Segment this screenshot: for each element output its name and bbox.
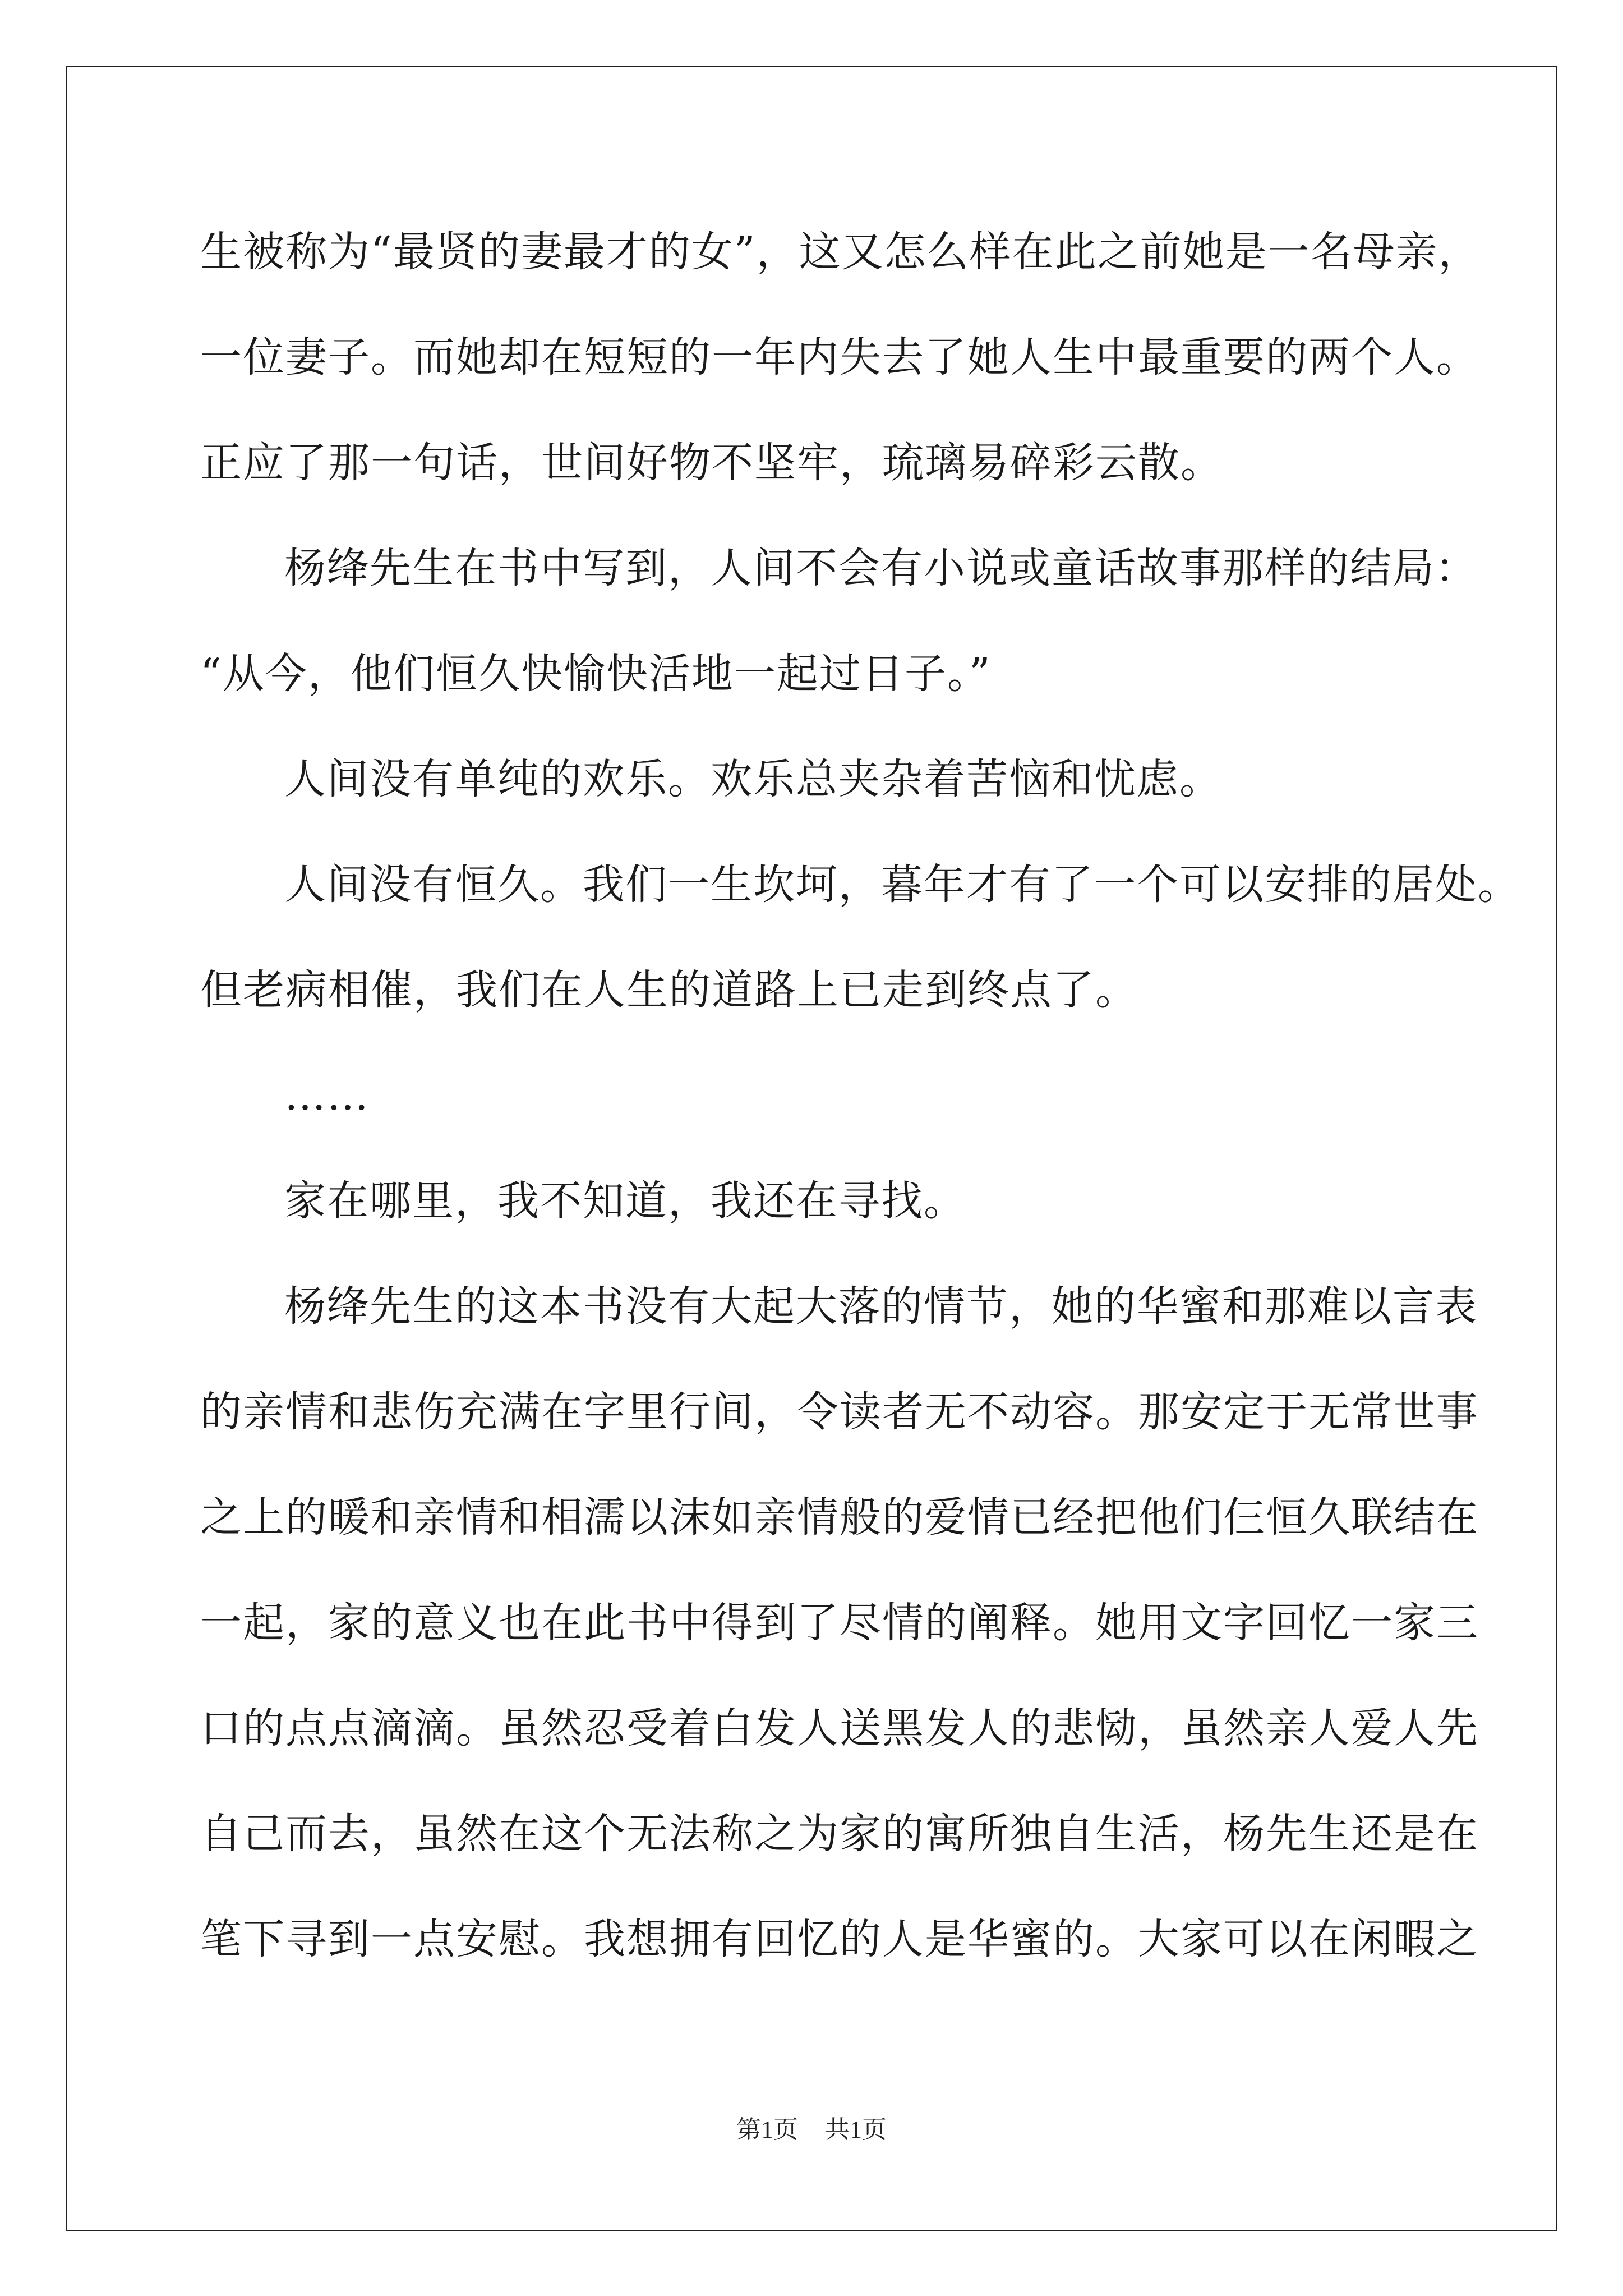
page-number: 第1页 <box>736 2116 798 2143</box>
text-line: 口的点点滴滴。虽然忍受着白发人送黑发人的悲恸，虽然亲人爱人先 <box>200 1704 1479 1752</box>
text-line: 笔下寻到一点安慰。我想拥有回忆的人是华蜜的。大家可以在闲暇之 <box>200 1915 1479 1963</box>
document-body <box>200 213 1520 2006</box>
text-line: 自己而去，虽然在这个无法称之为家的寓所独自生活，杨先生还是在 <box>200 1810 1479 1858</box>
text-line: 但老病相催，我们在人生的道路上已走到终点了。 <box>200 966 1138 1014</box>
page-total: 共1页 <box>825 2116 887 2143</box>
text-line: 正应了那一句话，世间好物不坚牢，琉璃易碎彩云散。 <box>200 439 1223 487</box>
paragraph-start: 杨绛先生的这本书没有大起大落的情节，她的华蜜和那难以言表 <box>284 1282 1478 1331</box>
text-line: 的亲情和悲伤充满在字里行间，令读者无不动容。那安定于无常世事 <box>200 1388 1479 1436</box>
text-line: 生被称为“最贤的妻最才的女”，这又怎么样在此之前她是一名母亲， <box>200 228 1481 276</box>
paragraph-start: 人间没有恒久。我们一生坎坷，暮年才有了一个可以安排的居处。 <box>284 861 1520 909</box>
page-footer <box>0 2109 1623 2145</box>
ellipsis-paragraph: …… <box>284 1071 370 1120</box>
text-line: 一起，家的意义也在此书中得到了尽情的阐释。她用文字回忆一家三 <box>200 1599 1479 1647</box>
text-line: 一位妻子。而她却在短短的一年内失去了她人生中最重要的两个人。 <box>200 333 1479 381</box>
paragraph-start: 人间没有单纯的欢乐。欢乐总夹杂着苦恼和忧虑。 <box>284 755 1222 803</box>
text-line: “从今，他们恒久快愉快活地一起过日子。” <box>200 650 992 698</box>
text-line: 之上的暖和亲情和相濡以沫如亲情般的爱情已经把他们仨恒久联结在 <box>200 1493 1479 1542</box>
paragraph-start: 家在哪里，我不知道，我还在寻找。 <box>284 1177 966 1225</box>
paragraph-start: 杨绛先生在书中写到，人间不会有小说或童话故事那样的结局： <box>284 544 1478 592</box>
